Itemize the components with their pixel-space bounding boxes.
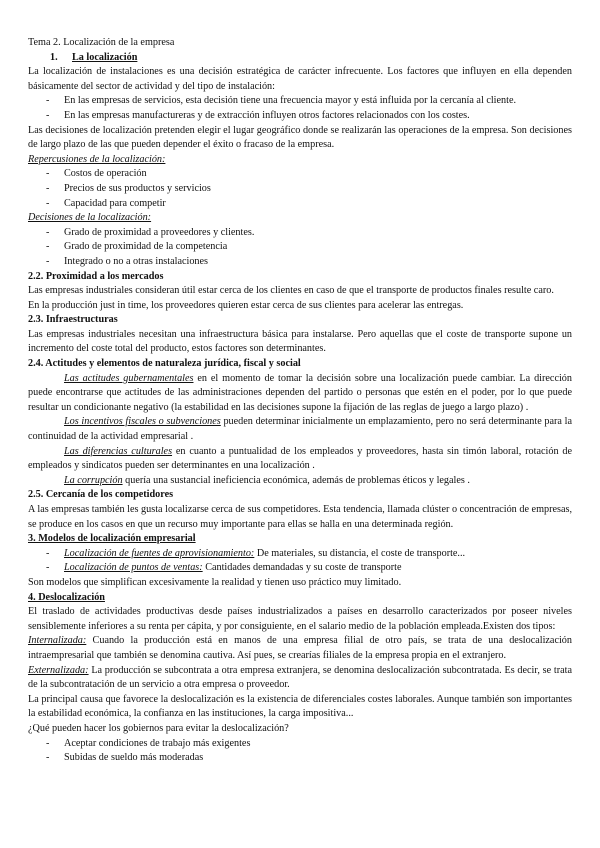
section-1-heading <box>28 51 572 66</box>
section-2-3-paragraph: Las empresas industriales necesitan una infraestructura básica para instalarse. Pero aquellas que el coste de transporte supone un incremento del coste total del producto, estos factores son determinantes. <box>28 328 572 355</box>
list-item: - Precios de sus productos y servicios <box>28 182 572 197</box>
section-1-intro: La localización de instalaciones es una decisión estratégica de carácter infrecuente. Los factores que influyen en ella dependen básicamente del sector de actividad y del tipo de instalación: <box>28 66 572 92</box>
section-4-internalizada: Internalizada: Cuando la producción está en manos de una empresa filial de otro país, se trata de una deslocalización intraempresarial que también se denomina cautiva. Así pues, se crearías filiales de la empresa propia en el extranjero. <box>28 635 572 661</box>
list-item: - Localización de puntos de ventas: Cantidades demandadas y su coste de transporte <box>28 561 572 576</box>
section-2-4-paragraph: La corrupción quería una sustancial ineficiencia económica, además de problemas éticos y legales . <box>64 474 470 486</box>
section-2-5-heading: 2.5. Cercanía de los competidores <box>28 489 174 501</box>
section-2-4-paragraph: Los incentivos fiscales o subvenciones pueden determinar inicialmente un emplazamiento, pero no será determinante para la continuidad de la actividad empresarial . <box>28 416 572 443</box>
section-2-4-paragraph: Las actitudes gubernamentales en el momento de tomar la decisión sobre una localización puede cambiar. La dirección puede encontrarse que actitudes de las administraciones dependen del partido o personas que estén en el poder, por lo que puede resultar un condicionante negativo (la estabilidad en las decisiones supone la fijación de las reglas de juego a largo plazo) . <box>28 372 572 413</box>
list-item: - Subidas de sueldo más moderadas <box>28 751 572 766</box>
section-1-title: La localización <box>72 51 138 63</box>
list-item: - Localización de fuentes de aprovisionamiento: De materiales, su distancia, el coste de transporte... <box>28 547 572 562</box>
section-3-list <box>28 547 572 576</box>
list-item: - Costos de operación <box>28 167 572 182</box>
decisiones-heading: Decisiones de la localización: <box>28 212 152 224</box>
decisiones-list <box>28 226 572 270</box>
section-3-paragraph: Son modelos que simplifican excesivamente la realidad y tienen uso práctico muy limitado. <box>28 576 402 588</box>
section-2-4-heading: 2.4. Actitudes y elementos de naturaleza jurídica, fiscal y social <box>28 358 301 370</box>
list-item: - En las empresas de servicios, esta decisión tiene una frecuencia mayor y está influida por la cercanía al cliente. <box>28 94 572 109</box>
section-2-5-paragraph: A las empresas también les gusta localizarse cerca de sus competidores. Esta tendencia, llamada clúster o concentración de empresas, se produce en los casos en que un recurso muy importante para ellas se halla en una determinada región. <box>28 504 572 530</box>
section-1-paragraph: Las decisiones de localización pretenden elegir el lugar geográfico donde se realizarán las operaciones de la empresa. Son decisiones de largo plazo de las que pueden depender el éxito o fracaso de la empresa. <box>28 124 572 151</box>
list-item: - Grado de proximidad a proveedores y clientes. <box>28 226 572 241</box>
section-1-list <box>28 94 572 123</box>
section-4-list <box>28 737 572 766</box>
section-2-4-paragraph: Las diferencias culturales en cuanto a puntualidad de los empleados y proveedores, hasta sin timón laboral, rotación de empleados y sindicatos pueden ser determinantes en una localización . <box>28 445 572 472</box>
section-4-heading: 4. Deslocalización <box>28 591 105 603</box>
repercusiones-heading: Repercusiones de la localización: <box>28 153 166 165</box>
list-item: - En las empresas manufactureras y de extracción influyen otros factores relacionados con los costes. <box>28 109 572 124</box>
section-2-2-heading: 2.2. Proximidad a los mercados <box>28 270 164 282</box>
section-2-2-paragraph: Las empresas industriales consideran útil estar cerca de los clientes en caso de que el transporte de productos finales resulte caro. <box>28 285 554 297</box>
list-item: - Aceptar condiciones de trabajo más exigentes <box>28 737 572 752</box>
section-2-3-heading: 2.3. Infraestructuras <box>28 314 118 326</box>
list-item: - Integrado o no a otras instalaciones <box>28 255 572 270</box>
section-3-heading: 3. Modelos de localización empresarial <box>28 533 196 545</box>
list-item: - Capacidad para competir <box>28 197 572 212</box>
section-2-2-paragraph: En la producción just in time, los proveedores quieren estar cerca de sus clientes para acelerar las entregas. <box>28 299 464 311</box>
section-1-number: 1. <box>50 51 58 63</box>
document-title: Tema 2. Localización de la empresa <box>28 37 175 48</box>
section-4-paragraph: El traslado de actividades productivas desde países industrializados a países en desarrollo caracterizados por poseer niveles sensiblemente inferiores a su renta per cápita, y por consiguiente, en el salario medio de la población empleada.Existen dos tipos: <box>28 606 572 632</box>
repercusiones-list <box>28 167 572 211</box>
list-item: - Grado de proximidad de la competencia <box>28 240 572 255</box>
section-4-paragraph: La principal causa que favorece la deslocalización es la existencia de diferenciales costes laborales. Aunque también son importantes la estabilidad económica, la confianza en las instituciones, la carga impositiva... <box>28 693 572 720</box>
section-4-externalizada: Externalizada: La producción se subcontrata a otra empresa extranjera, se denomina deslocalización subcontratada. Es decir, se trata de la subcontratación de un servicio a otra empresa o proveedor. <box>28 664 572 691</box>
section-4-question: ¿Qué pueden hacer los gobiernos para evitar la deslocalización? <box>28 722 289 734</box>
